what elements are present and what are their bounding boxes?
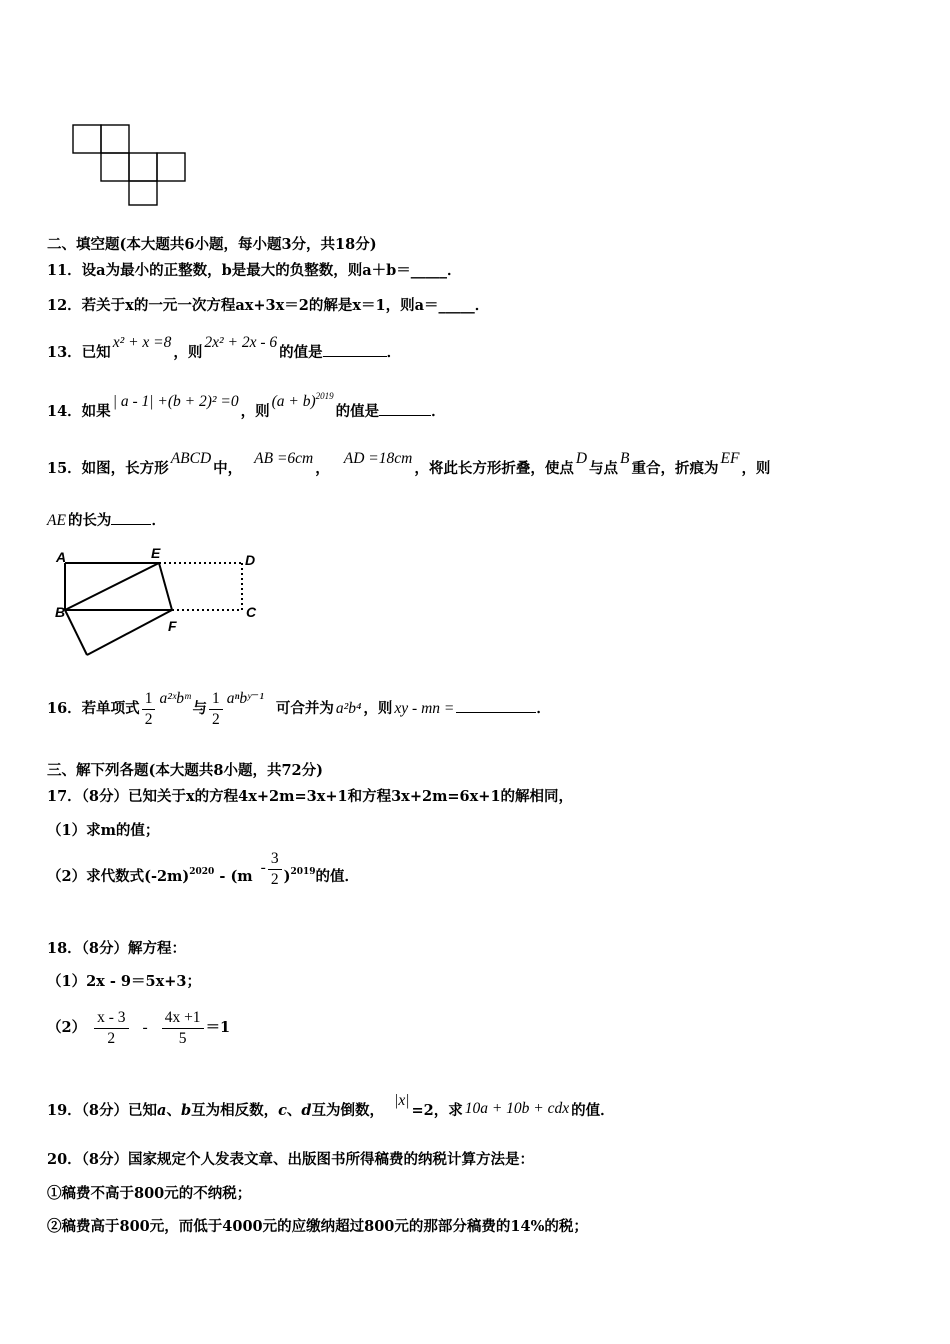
fraction-denominator: 2	[211, 710, 220, 728]
q19-var-b: b	[180, 1102, 192, 1119]
question-15-cont	[47, 510, 166, 530]
fraction-numerator: 1	[209, 689, 223, 710]
q19-var-a: a	[157, 1102, 167, 1119]
q15-text: 中，	[213, 460, 243, 477]
q15-text: ，则	[741, 460, 771, 477]
q16-monomial-1: a²ˣbᵐ	[159, 690, 191, 707]
q19-text: 互为倒数，	[311, 1102, 385, 1119]
q14-suffix: 的值是	[335, 403, 380, 420]
q13-end: ．	[386, 344, 402, 361]
q15-crease: EF	[720, 450, 740, 467]
folded-edge	[87, 610, 172, 655]
segment-be	[65, 563, 159, 610]
q18-2-label: （2）	[47, 1019, 87, 1036]
q15-text: ，将此长方形折叠，使点	[414, 460, 574, 477]
q14-prefix: 14．如果	[47, 403, 111, 420]
q14-base: (a + b)	[271, 393, 316, 410]
q19-prefix: 19．（8分）已知	[47, 1102, 158, 1119]
q15-point-b: B	[620, 450, 630, 467]
q19-var-d: d	[301, 1102, 312, 1119]
question-16	[47, 688, 551, 730]
q17-2-prefix: （2）求代数式(-2m)	[47, 868, 190, 885]
net-square	[101, 153, 129, 181]
q14-mid: ，则	[240, 403, 270, 420]
q15-text: 重合，折痕为	[631, 460, 719, 477]
q17-2-fraction	[268, 849, 282, 890]
q19-var-c: c	[278, 1102, 287, 1119]
q14-exponent: 2019	[315, 390, 334, 401]
q17-2-minus: -	[260, 859, 266, 876]
q15-end: ．	[151, 512, 166, 529]
q18-2-minus: -	[142, 1019, 148, 1036]
label-d: D	[245, 552, 256, 568]
answer-blank[interactable]	[379, 401, 431, 416]
q16-fraction-1	[142, 689, 156, 730]
crease-ef	[159, 563, 172, 610]
fraction-numerator: x - 3	[94, 1008, 128, 1029]
q16-expression: xy - mn =	[394, 700, 455, 717]
fraction-denominator: 2	[107, 1029, 116, 1047]
net-square	[73, 125, 101, 153]
q13-equation: x² + x =8	[112, 334, 172, 351]
question-15	[47, 450, 771, 478]
q15-text: 与点	[589, 460, 619, 477]
label-f: F	[168, 618, 177, 634]
net-square	[157, 153, 185, 181]
q13-prefix: 13．已知	[47, 344, 111, 361]
q16-and: 与	[192, 700, 207, 717]
q19-text: 互为相反数，	[191, 1102, 279, 1119]
question-19	[47, 1092, 615, 1120]
label-e: E	[151, 545, 161, 561]
q16-monomial-3: a²b⁴	[335, 700, 362, 717]
q17-2-close: )	[283, 868, 291, 885]
answer-blank[interactable]	[111, 510, 151, 525]
q15-prefix: 15．如图，长方形	[47, 460, 169, 477]
question-14	[47, 390, 446, 421]
q19-sep: 、	[166, 1102, 181, 1119]
q16-then: ，则	[363, 700, 393, 717]
section3-heading: 三、解下列各题(本大题共8小题，共72分)	[47, 762, 323, 779]
q18-2-rhs: ＝1	[205, 1019, 231, 1036]
answer-blank[interactable]	[456, 698, 536, 713]
label-b: B	[55, 604, 66, 620]
answer-blank[interactable]	[323, 342, 387, 357]
question-20-rule-1: ①稿费不高于800元的不纳税；	[47, 1185, 252, 1202]
question-12: 12．若关于x的一元一次方程ax+3x＝2的解是x＝1，则a＝_____．	[47, 297, 490, 314]
label-a: A	[56, 549, 67, 565]
question-17: 17．（8分）已知关于x的方程4x+2m=3x+1和方程3x+2m=6x+1的解相同，	[47, 788, 574, 805]
q17-2-exponent: 2020	[189, 867, 215, 878]
q16-fraction-2	[209, 689, 223, 730]
q15-point-d: D	[575, 450, 588, 467]
question-20-rule-2: ②稿费高于800元，而低于4000元的应缴纳超过800元的那部分稿费的14%的税；	[47, 1218, 588, 1235]
q13-mid: ，则	[173, 344, 203, 361]
question-18-part-1: （1）2x - 9＝5x+3；	[47, 973, 201, 990]
question-11: 11．设a为最小的正整数，b是最大的负整数，则a＋b＝_____．	[47, 262, 462, 279]
q15-rect-name: ABCD	[170, 450, 212, 467]
q19-sep: 、	[286, 1102, 302, 1119]
net-square	[129, 181, 157, 205]
question-18-part-2	[47, 1004, 230, 1052]
q16-mid: 可合并为	[275, 700, 334, 717]
q19-expression: 10a + 10b + cdx	[464, 1100, 570, 1117]
fraction-numerator: 4x +1	[162, 1008, 204, 1029]
question-18: 18．（8分）解方程：	[47, 940, 187, 957]
q14-equation: | a - 1| +(b + 2)² =0	[112, 393, 239, 410]
net-square	[101, 125, 129, 153]
q13-suffix: 的值是	[279, 344, 323, 361]
q19-abs-x: |x|	[394, 1092, 410, 1109]
q16-end: ．	[536, 700, 551, 717]
fraction-denominator: 2	[144, 710, 153, 728]
q13-expression: 2x² + 2x - 6	[204, 334, 278, 351]
q17-2-exponent: 2019	[290, 867, 316, 878]
cube-net-figure	[70, 120, 190, 208]
question-17-part-2	[47, 849, 360, 898]
fraction-denominator: 2	[270, 870, 279, 888]
fraction-denominator: 5	[178, 1029, 187, 1047]
folded-edge	[65, 610, 87, 655]
q16-monomial-2: aⁿbʸ⁻¹	[226, 690, 264, 707]
q14-expression	[271, 390, 334, 410]
q17-2-mid: - (m	[214, 868, 253, 885]
q19-text: =2，求	[411, 1102, 463, 1119]
label-c: C	[246, 604, 257, 620]
question-20: 20．（8分）国家规定个人发表文章、出版图书所得稿费的纳税计算方法是：	[47, 1151, 535, 1168]
q19-suffix: 的值．	[571, 1102, 615, 1119]
q15-ae: AE	[47, 512, 66, 529]
q15-text: 的长为	[67, 512, 112, 529]
q15-text: ，	[315, 460, 330, 477]
fraction-numerator: 3	[268, 849, 282, 870]
q18-2-fraction-1	[94, 1008, 128, 1049]
q17-2-suffix: 的值．	[315, 868, 360, 885]
net-square	[129, 153, 157, 181]
fraction-numerator: 1	[142, 689, 156, 710]
section2-heading: 二、填空题(本大题共6小题，每小题3分，共18分)	[47, 236, 377, 253]
question-13	[47, 334, 402, 362]
q15-ad: AD =18cm	[343, 450, 413, 467]
question-17-part-1: （1）求m的值；	[47, 822, 160, 839]
q15-ab: AB =6cm	[254, 450, 314, 467]
folding-rectangle-figure	[52, 545, 267, 660]
q14-end: ．	[431, 403, 446, 420]
q18-2-fraction-2	[162, 1008, 204, 1049]
q16-prefix: 16．若单项式	[47, 700, 140, 717]
